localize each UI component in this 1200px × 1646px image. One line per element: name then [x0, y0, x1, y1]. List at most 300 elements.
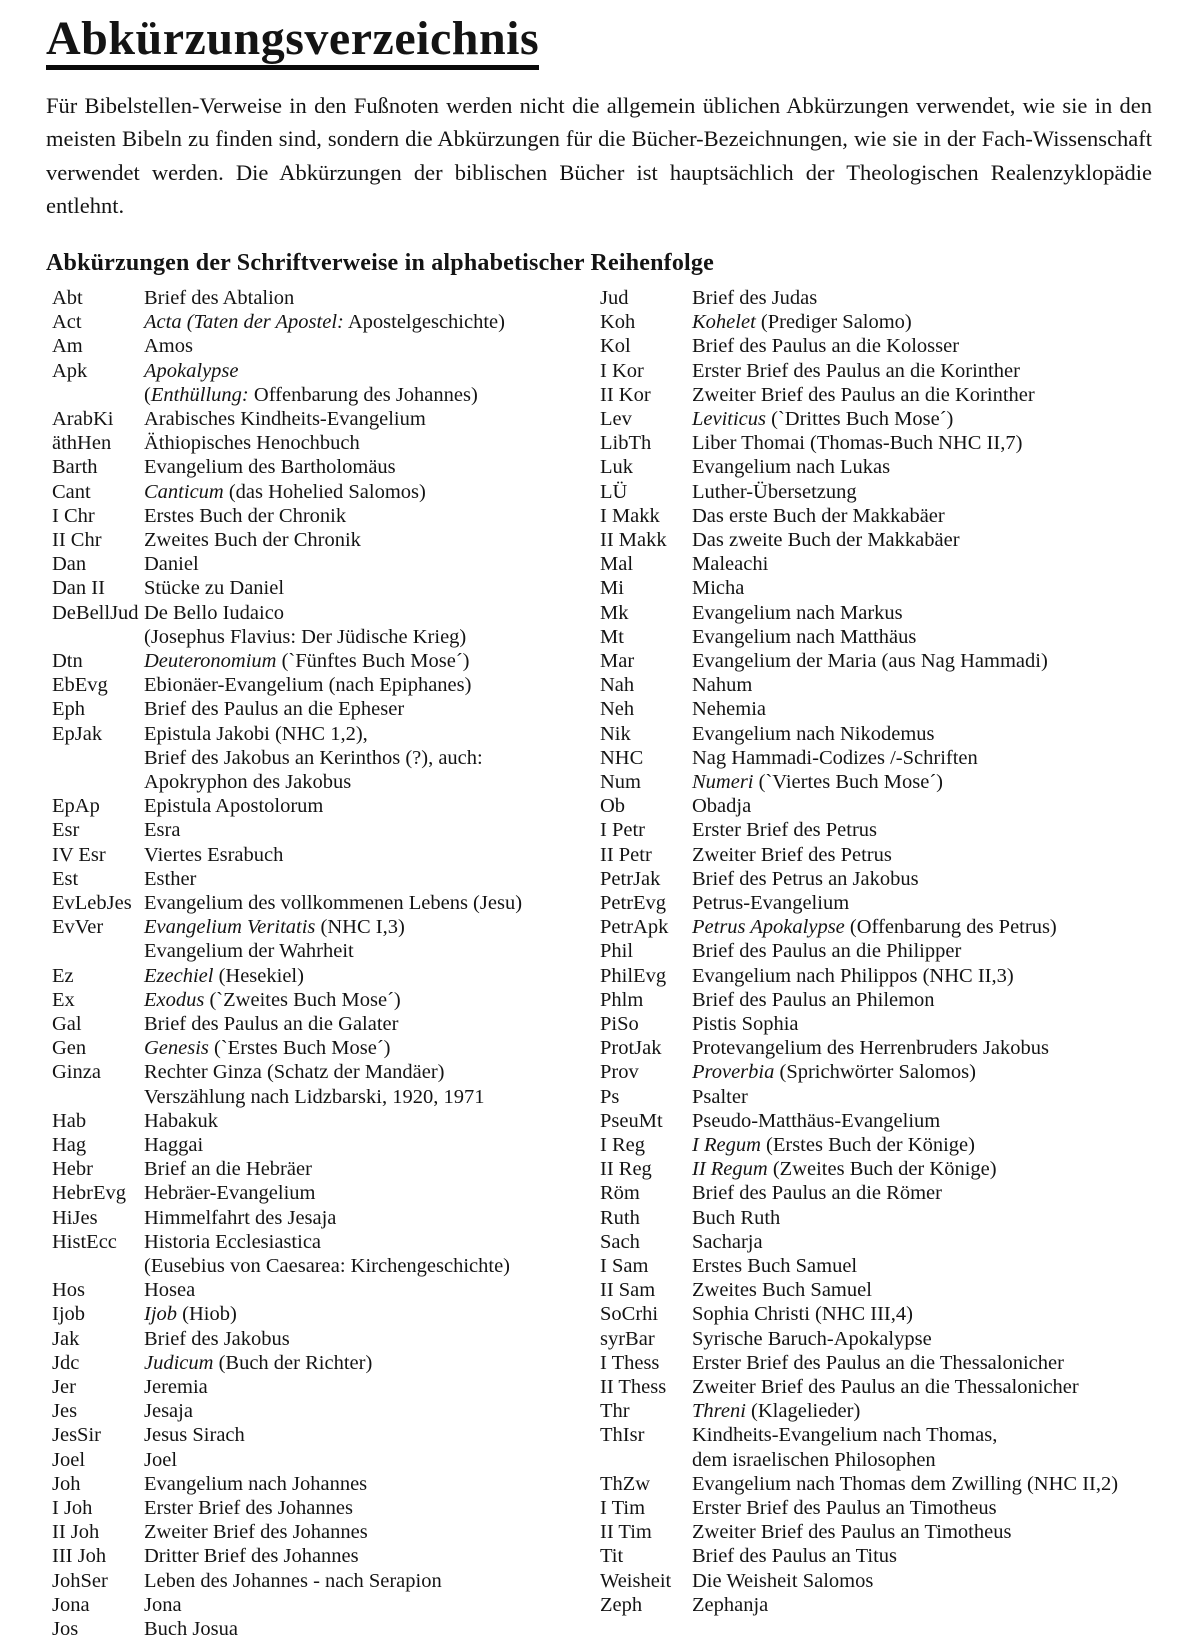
description-line: Zweiter Brief des Paulus an die Korinther — [692, 383, 1035, 406]
description-line: Hosea — [144, 1279, 196, 1302]
abbreviation-code: PetrJak — [600, 867, 661, 890]
abbreviation-row — [600, 455, 1152, 479]
description-line: Sacharja — [692, 1230, 763, 1253]
abbreviation-row — [600, 1012, 1152, 1036]
abbreviation-description — [144, 1278, 594, 1302]
description-line: Threni (Klagelieder) — [692, 1400, 861, 1423]
abbreviation-code: Koh — [600, 311, 636, 334]
abbreviation-description — [144, 843, 594, 867]
description-line: Luther-Übersetzung — [692, 480, 857, 503]
abbreviation-code: Dan — [52, 553, 87, 576]
abbreviation-row — [600, 286, 1152, 310]
abbreviation-code: PetrApk — [600, 916, 669, 939]
abbreviation-code: LibTh — [600, 432, 652, 455]
description-line: Zweites Buch der Chronik — [144, 528, 361, 551]
abbreviation-code: HiJes — [52, 1206, 98, 1229]
abbreviation-code: I Thess — [600, 1351, 660, 1374]
abbreviation-description — [144, 1448, 594, 1472]
description-line: Brief des Paulus an die Philipper — [692, 940, 962, 963]
abbreviation-code: I Sam — [600, 1255, 649, 1278]
abbreviation-code: Mal — [600, 553, 634, 576]
description-line: Erster Brief des Johannes — [144, 1497, 353, 1520]
abbreviation-row — [600, 1520, 1152, 1544]
description-line: Petrus Apokalypse (Offenbarung des Petrus) — [692, 916, 1057, 939]
description-line: Ebionäer-Evangelium (nach Epiphanes) — [144, 674, 472, 697]
abbreviation-description — [144, 1544, 594, 1568]
abbreviation-description — [692, 334, 1152, 358]
abbreviation-row — [600, 770, 1152, 794]
description-line: De Bello Iudaico — [144, 601, 285, 624]
description-line: Numeri (`Viertes Buch Mose´) — [692, 770, 943, 793]
abbreviation-description — [692, 383, 1152, 407]
description-line: Arabisches Kindheits-Evangelium — [144, 407, 426, 430]
abbreviation-row — [600, 794, 1152, 818]
abbreviation-description — [692, 1302, 1152, 1326]
abbreviation-row — [52, 818, 594, 842]
abbreviation-description — [144, 818, 594, 842]
abbreviation-row — [52, 1617, 594, 1641]
description-line: Zweiter Brief des Paulus an Timotheus — [692, 1521, 1012, 1544]
description-line: Esra — [144, 819, 181, 842]
abbreviation-row — [52, 1593, 594, 1617]
abbreviation-column-right — [594, 286, 1152, 1641]
abbreviation-row — [600, 746, 1152, 770]
abbreviation-description — [144, 576, 594, 600]
abbreviation-code: Hab — [52, 1109, 87, 1132]
abbreviation-code: Mk — [600, 601, 629, 624]
abbreviation-description — [692, 1375, 1152, 1399]
abbreviation-row — [52, 722, 594, 795]
abbreviation-list — [46, 286, 1152, 1641]
abbreviation-code: PseuMt — [600, 1109, 663, 1132]
abbreviation-row — [52, 407, 594, 431]
abbreviation-description — [692, 407, 1152, 431]
abbreviation-row — [600, 1109, 1152, 1133]
abbreviation-code: Jud — [600, 286, 629, 309]
abbreviation-code: Kol — [600, 335, 631, 358]
abbreviation-row — [52, 1060, 594, 1108]
description-line: Evangelium des Bartholomäus — [144, 456, 396, 479]
abbreviation-row — [600, 964, 1152, 988]
abbreviation-row — [600, 1206, 1152, 1230]
abbreviation-code: Abt — [52, 286, 83, 309]
description-line: Himmelfahrt des Jesaja — [144, 1206, 337, 1229]
abbreviation-description — [692, 722, 1152, 746]
page-title: Abkürzungsverzeichnis — [46, 14, 539, 70]
description-line: Evangelium des vollkommenen Lebens (Jesu) — [144, 891, 523, 914]
abbreviation-description — [144, 1593, 594, 1617]
description-line: Daniel — [144, 553, 199, 576]
abbreviation-code: Ginza — [52, 1061, 101, 1084]
description-line: Rechter Ginza (Schatz der Mandäer) — [144, 1061, 445, 1084]
abbreviation-code: Ruth — [600, 1206, 640, 1229]
abbreviation-code: Est — [52, 867, 79, 890]
abbreviation-description — [144, 1472, 594, 1496]
description-line: dem israelischen Philosophen — [692, 1448, 936, 1471]
abbreviation-code: Jdc — [52, 1351, 80, 1374]
abbreviation-row — [52, 843, 594, 867]
abbreviation-code: I Petr — [600, 819, 645, 842]
description-line: Sophia Christi (NHC III,4) — [692, 1303, 913, 1326]
description-line: Evangelium nach Lukas — [692, 456, 891, 479]
abbreviation-description — [692, 1496, 1152, 1520]
abbreviation-code: Esr — [52, 819, 80, 842]
abbreviation-code: Eph — [52, 698, 86, 721]
description-line: I Regum (Erstes Buch der Könige) — [692, 1134, 975, 1157]
abbreviation-code: II Makk — [600, 528, 667, 551]
abbreviation-code: I Joh — [52, 1497, 93, 1520]
abbreviation-description — [692, 455, 1152, 479]
abbreviation-description — [692, 1085, 1152, 1109]
abbreviation-description — [144, 407, 594, 431]
description-line: Zephanja — [692, 1593, 769, 1616]
abbreviation-code: Luk — [600, 456, 634, 479]
abbreviation-code: Apk — [52, 359, 88, 382]
abbreviation-row — [600, 673, 1152, 697]
abbreviation-description — [692, 697, 1152, 721]
abbreviation-code: EvVer — [52, 916, 104, 939]
abbreviation-code: Mar — [600, 649, 635, 672]
abbreviation-description — [692, 1036, 1152, 1060]
abbreviation-row — [52, 1133, 594, 1157]
description-line: Epistula Apostolorum — [144, 795, 324, 818]
description-line: Erstes Buch der Chronik — [144, 504, 347, 527]
abbreviation-description — [692, 1399, 1152, 1423]
abbreviation-row — [52, 649, 594, 673]
abbreviation-description — [144, 988, 594, 1012]
abbreviation-code: I Reg — [600, 1134, 645, 1157]
abbreviation-code: II Petr — [600, 843, 652, 866]
abbreviation-row — [52, 1399, 594, 1423]
abbreviation-description — [144, 1012, 594, 1036]
abbreviation-code: Dtn — [52, 649, 83, 672]
abbreviation-description — [692, 359, 1152, 383]
description-line: Jesaja — [144, 1400, 193, 1423]
abbreviation-code: Joel — [52, 1448, 86, 1471]
description-line: Nehemia — [692, 698, 766, 721]
abbreviation-code: Jer — [52, 1376, 76, 1399]
abbreviation-row — [52, 1423, 594, 1447]
abbreviation-description — [144, 601, 594, 649]
abbreviation-code: Hos — [52, 1279, 86, 1302]
description-line: Stücke zu Daniel — [144, 577, 285, 600]
description-line: Brief des Abtalion — [144, 286, 295, 309]
abbreviation-description — [692, 1109, 1152, 1133]
abbreviation-row — [600, 1351, 1152, 1375]
abbreviation-row — [52, 552, 594, 576]
abbreviation-code: Dan II — [52, 577, 105, 600]
abbreviation-description — [144, 1133, 594, 1157]
abbreviation-row — [52, 1012, 594, 1036]
abbreviation-code: II Tim — [600, 1521, 652, 1544]
abbreviation-description — [144, 697, 594, 721]
description-line: Evangelium der Maria (aus Nag Hammadi) — [692, 649, 1048, 672]
abbreviation-row — [600, 1496, 1152, 1520]
abbreviation-code: II Sam — [600, 1279, 656, 1302]
abbreviation-row — [52, 1157, 594, 1181]
abbreviation-row — [600, 1085, 1152, 1109]
description-line: Pistis Sophia — [692, 1013, 799, 1035]
abbreviation-code: Hag — [52, 1134, 87, 1157]
abbreviation-description — [692, 552, 1152, 576]
description-line: Brief des Jakobus an Kerinthos (?), auch: — [144, 746, 483, 769]
abbreviation-description — [692, 939, 1152, 963]
description-line: Obadja — [692, 795, 752, 818]
description-line: Exodus (`Zweites Buch Mose´) — [144, 988, 401, 1011]
abbreviation-description — [144, 722, 594, 795]
description-line: Ezechiel (Hesekiel) — [144, 964, 304, 987]
abbreviation-code: Nik — [600, 722, 631, 745]
description-line: II Regum (Zweites Buch der Könige) — [692, 1158, 997, 1181]
abbreviation-description — [692, 1327, 1152, 1351]
abbreviation-description — [144, 528, 594, 552]
abbreviation-row — [52, 1520, 594, 1544]
abbreviation-code: Weisheit — [600, 1569, 672, 1592]
abbreviation-row — [600, 1157, 1152, 1181]
abbreviation-row — [52, 915, 594, 963]
abbreviation-code: NHC — [600, 746, 644, 769]
abbreviation-code: Ez — [52, 964, 74, 987]
abbreviation-row — [600, 552, 1152, 576]
abbreviation-description — [144, 1109, 594, 1133]
abbreviation-row — [52, 310, 594, 334]
abbreviation-row — [600, 528, 1152, 552]
description-line: Acta (Taten der Apostel: Apostelgeschichte) — [144, 311, 505, 334]
abbreviation-description — [144, 1399, 594, 1423]
abbreviation-row — [52, 867, 594, 891]
abbreviation-description — [692, 915, 1152, 939]
abbreviation-code: Gal — [52, 1013, 82, 1035]
abbreviation-row — [600, 601, 1152, 625]
abbreviation-code: ProtJak — [600, 1037, 662, 1060]
description-line: Zweiter Brief des Petrus — [692, 843, 892, 866]
abbreviation-row — [52, 504, 594, 528]
description-line: Epistula Jakobi (NHC 1,2), — [144, 722, 368, 745]
abbreviation-description — [692, 1012, 1152, 1036]
abbreviation-code: Prov — [600, 1061, 639, 1084]
abbreviation-code: Hebr — [52, 1158, 93, 1181]
abbreviation-description — [692, 794, 1152, 818]
description-line: Kindheits-Evangelium nach Thomas, — [692, 1424, 998, 1447]
abbreviation-row — [600, 1569, 1152, 1593]
abbreviation-description — [144, 1496, 594, 1520]
abbreviation-code: Am — [52, 335, 83, 358]
abbreviation-code: EbEvg — [52, 674, 108, 697]
abbreviation-row — [52, 794, 594, 818]
abbreviation-description — [692, 867, 1152, 891]
abbreviation-row — [600, 1254, 1152, 1278]
abbreviation-row — [600, 407, 1152, 431]
abbreviation-row — [600, 939, 1152, 963]
abbreviation-code: EpAp — [52, 795, 100, 818]
abbreviation-code: Phil — [600, 940, 634, 963]
abbreviation-row — [600, 867, 1152, 891]
description-line: Viertes Esrabuch — [144, 843, 284, 866]
abbreviation-row — [600, 1423, 1152, 1471]
description-line: Liber Thomai (Thomas-Buch NHC II,7) — [692, 432, 1023, 455]
abbreviation-code: Joh — [52, 1472, 81, 1495]
description-line: Evangelium nach Markus — [692, 601, 903, 624]
abbreviation-row — [600, 383, 1152, 407]
abbreviation-description — [692, 1472, 1152, 1496]
abbreviation-code: Zeph — [600, 1593, 643, 1616]
abbreviation-code: Phlm — [600, 988, 644, 1011]
abbreviation-code: äthHen — [52, 432, 112, 455]
abbreviation-code: Cant — [52, 480, 91, 503]
description-line: Deuteronomium (`Fünftes Buch Mose´) — [144, 649, 470, 672]
abbreviation-description — [692, 504, 1152, 528]
abbreviation-description — [144, 1617, 594, 1641]
abbreviation-row — [52, 673, 594, 697]
abbreviation-code: I Kor — [600, 359, 644, 382]
abbreviation-description — [692, 1254, 1152, 1278]
description-line: Syrische Baruch-Apokalypse — [692, 1327, 932, 1350]
abbreviation-row — [52, 431, 594, 455]
abbreviation-description — [144, 1157, 594, 1181]
abbreviation-code: II Kor — [600, 383, 651, 406]
abbreviation-description — [692, 1351, 1152, 1375]
abbreviation-description — [144, 504, 594, 528]
abbreviation-row — [600, 649, 1152, 673]
abbreviation-description — [144, 455, 594, 479]
abbreviation-description — [144, 431, 594, 455]
abbreviation-row — [52, 988, 594, 1012]
description-line: Buch Josua — [144, 1618, 238, 1641]
description-line: Leben des Johannes - nach Serapion — [144, 1569, 442, 1592]
description-line: Micha — [692, 577, 745, 600]
abbreviation-row — [600, 988, 1152, 1012]
abbreviation-code: HistEcc — [52, 1230, 117, 1253]
description-line: Verszählung nach Lidzbarski, 1920, 1971 — [144, 1085, 485, 1108]
abbreviation-description — [692, 1544, 1152, 1568]
abbreviation-description — [144, 1206, 594, 1230]
abbreviation-description — [144, 891, 594, 915]
description-line: Brief des Paulus an Titus — [692, 1545, 898, 1568]
abbreviation-description — [144, 286, 594, 310]
abbreviation-row — [600, 1327, 1152, 1351]
abbreviation-description — [692, 625, 1152, 649]
description-line: Brief des Petrus an Jakobus — [692, 867, 919, 890]
abbreviation-description — [692, 1569, 1152, 1593]
abbreviation-row — [52, 1230, 594, 1278]
abbreviation-description — [692, 1206, 1152, 1230]
description-line: Leviticus (`Drittes Buch Mose´) — [692, 407, 954, 430]
description-line: Brief des Paulus an die Galater — [144, 1013, 399, 1035]
description-line: Apokalypse — [144, 359, 239, 382]
abbreviation-row — [600, 431, 1152, 455]
abbreviation-row — [52, 1302, 594, 1326]
abbreviation-code: Neh — [600, 698, 635, 721]
abbreviation-code: Mt — [600, 625, 624, 648]
abbreviation-code: Jos — [52, 1618, 79, 1641]
abbreviation-description — [692, 528, 1152, 552]
abbreviation-code: Barth — [52, 456, 98, 479]
description-line: Zweites Buch Samuel — [692, 1279, 872, 1302]
description-line: Das zweite Buch der Makkabäer — [692, 528, 960, 551]
description-line: Zweiter Brief des Paulus an die Thessalonicher — [692, 1376, 1079, 1399]
abbreviation-row — [600, 359, 1152, 383]
abbreviation-row — [600, 504, 1152, 528]
abbreviation-row — [600, 625, 1152, 649]
description-line: Pseudo-Matthäus-Evangelium — [692, 1109, 941, 1132]
description-line: Buch Ruth — [692, 1206, 781, 1229]
abbreviation-code: I Makk — [600, 504, 660, 527]
abbreviation-code: II Chr — [52, 528, 102, 551]
abbreviation-row — [52, 1278, 594, 1302]
abbreviation-description — [144, 1060, 594, 1108]
description-line: Protevangelium des Herrenbruders Jakobus — [692, 1037, 1049, 1060]
abbreviation-row — [52, 1351, 594, 1375]
abbreviation-row — [600, 1036, 1152, 1060]
abbreviation-code: I Tim — [600, 1497, 646, 1520]
abbreviation-code: EpJak — [52, 722, 103, 745]
abbreviation-code: Mi — [600, 577, 624, 600]
abbreviation-row — [600, 1544, 1152, 1568]
abbreviation-row — [52, 1327, 594, 1351]
abbreviation-row — [600, 697, 1152, 721]
abbreviation-code: syrBar — [600, 1327, 655, 1350]
abbreviation-description — [692, 988, 1152, 1012]
abbreviation-code: Thr — [600, 1400, 630, 1423]
description-line: Amos — [144, 335, 193, 358]
abbreviation-row — [600, 1302, 1152, 1326]
abbreviation-code: HebrEvg — [52, 1182, 127, 1205]
description-line: Jesus Sirach — [144, 1424, 245, 1447]
description-line: Esther — [144, 867, 197, 890]
abbreviation-row — [600, 1375, 1152, 1399]
abbreviation-description — [692, 649, 1152, 673]
abbreviation-row — [52, 286, 594, 310]
abbreviation-code: II Joh — [52, 1521, 100, 1544]
abbreviation-description — [144, 359, 594, 407]
description-line: Evangelium nach Philippos (NHC II,3) — [692, 964, 1014, 987]
abbreviation-description — [144, 552, 594, 576]
abbreviation-description — [692, 1278, 1152, 1302]
abbreviation-row — [600, 843, 1152, 867]
abbreviation-description — [144, 1327, 594, 1351]
description-line: Brief des Judas — [692, 286, 818, 309]
description-line: (Eusebius von Caesarea: Kirchengeschichte) — [144, 1255, 511, 1278]
abbreviation-code: Nah — [600, 674, 635, 697]
abbreviation-description — [144, 1569, 594, 1593]
description-line: Historia Ecclesiastica — [144, 1230, 322, 1253]
abbreviation-code: Ijob — [52, 1303, 86, 1326]
abbreviation-description — [692, 770, 1152, 794]
abbreviation-description — [692, 1133, 1152, 1157]
abbreviation-description — [144, 1036, 594, 1060]
abbreviation-description — [144, 794, 594, 818]
description-line: Brief des Jakobus — [144, 1327, 290, 1350]
abbreviation-row — [600, 722, 1152, 746]
abbreviation-description — [144, 649, 594, 673]
abbreviation-description — [692, 286, 1152, 310]
abbreviation-code: Sach — [600, 1230, 640, 1253]
abbreviation-description — [692, 746, 1152, 770]
abbreviation-code: Ob — [600, 795, 626, 818]
description-line: Psalter — [692, 1085, 748, 1108]
abbreviation-row — [600, 1399, 1152, 1423]
abbreviation-code: EvLebJes — [52, 891, 132, 914]
description-line: Habakuk — [144, 1109, 219, 1132]
abbreviation-description — [692, 818, 1152, 842]
abbreviation-row — [52, 1448, 594, 1472]
abbreviation-row — [52, 1109, 594, 1133]
abbreviation-row — [52, 1181, 594, 1205]
abbreviation-description — [692, 1423, 1152, 1471]
abbreviation-description — [692, 1157, 1152, 1181]
abbreviation-row — [600, 915, 1152, 939]
intro-paragraph: Für Bibelstellen-Verweise in den Fußnoten werden nicht die allgemein üblichen Abkürzungen verwendet, wie sie in den meisten Bibeln zu finden sind, sondern die Abkürzungen für die Bücher-Bezeichnungen, wie sie in der Fach-Wissenschaft verwendet werden. Die Abkürzungen der biblischen Bücher ist hauptsächlich der Theologischen Realenzyklopädie entlehnt. — [46, 92, 1152, 219]
